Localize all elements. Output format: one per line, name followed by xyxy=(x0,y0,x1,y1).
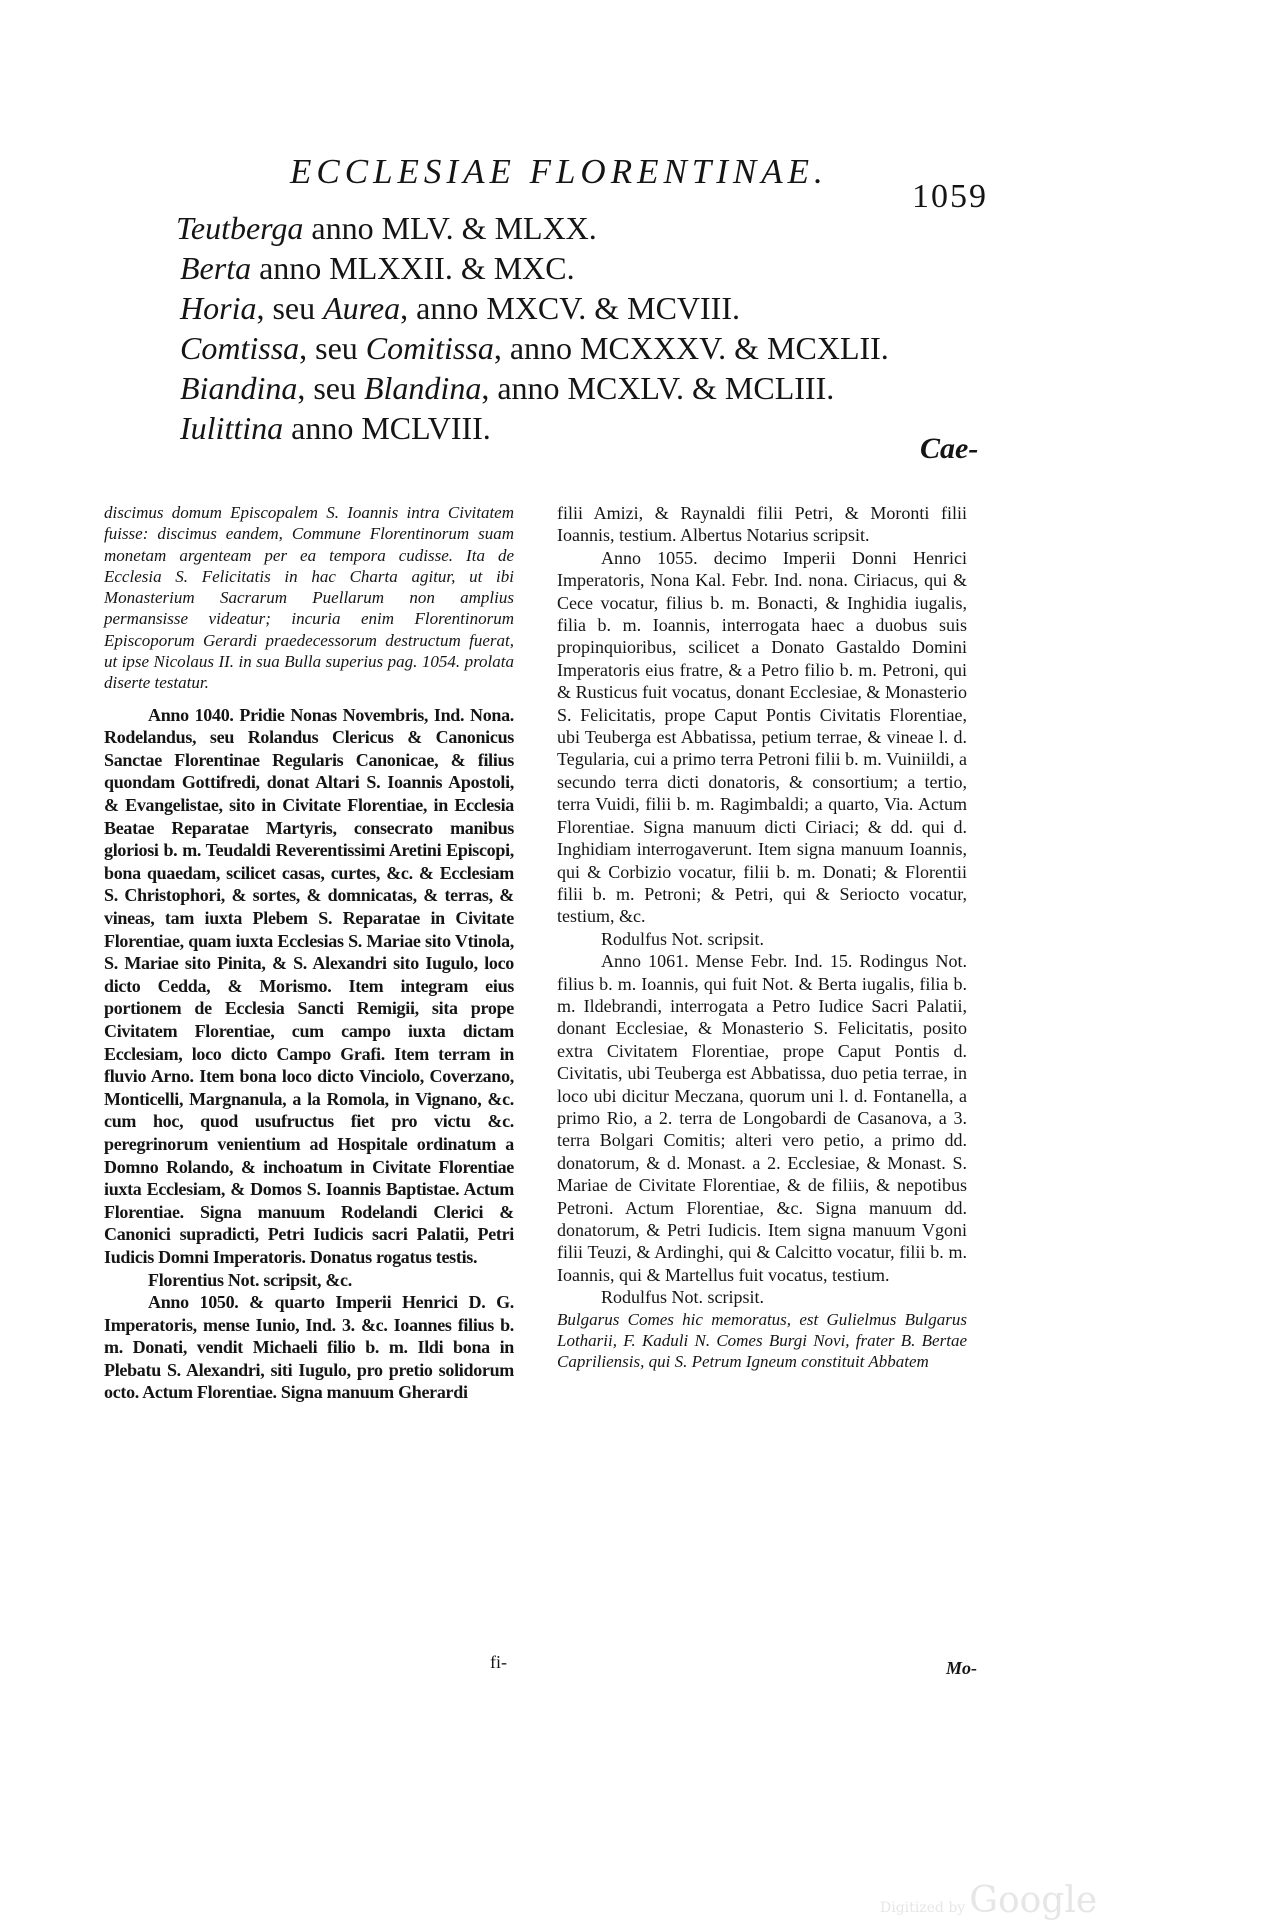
abbess-sep: , seu xyxy=(256,290,324,326)
abbess-years: anno MLV. & MLXX. xyxy=(303,210,597,246)
charter-1050: Anno 1050. & quarto Imperii Henrici D. G. Imperatoris, mense Iunio, Ind. 3. &c. Ioannes filius b. m. Donati, vendit Michaeli filio b. m. Ildi bona in Plebatu S. Alexandri, siti Iugulo, pro pretio solidorum octo. Actum Florentiae. Signa manuum Gherardi xyxy=(104,1292,514,1403)
charter-continuation: filii Amizi, & Raynaldi filii Petri, & Moronti filii Ioannis, testium. Albertus Notarius scripsit. xyxy=(557,503,967,546)
catchword-top: Cae- xyxy=(920,432,979,465)
abbess-alt-name: Blandina xyxy=(363,370,482,406)
abbess-name: Iulittina xyxy=(180,410,284,446)
abbess-entry xyxy=(176,248,976,288)
abbess-alt-name: Aurea xyxy=(323,290,401,326)
digitized-watermark xyxy=(880,1880,1097,1921)
abbess-name: Teutberga xyxy=(176,210,304,246)
abbess-name: Berta xyxy=(180,250,252,286)
abbess-list xyxy=(176,208,976,448)
page-number: 1059 xyxy=(912,178,988,215)
running-head: ECCLESIAE FLORENTINAE. xyxy=(290,152,828,191)
notary-signature: Florentius Not. scripsit, &c. xyxy=(148,1269,352,1290)
abbess-entry xyxy=(176,288,976,328)
abbess-entry xyxy=(176,368,976,408)
catchword-left: fi- xyxy=(490,1652,507,1672)
watermark-logo: Google xyxy=(969,1880,1098,1921)
abbess-sep: , seu xyxy=(297,370,364,406)
charter-1040: Anno 1040. Pridie Nonas Novembris, Ind. Nona. Rodelandus, seu Rolandus Clericus & Canonicus Sanctae Florentinae Regularis Canonicae, & filius quondam Gottifredi, donat Altari S. Ioannis Apostoli, & Evangelistae, sito in Civitate Florentiae, in Ecclesia Beatae Reparatae Martyris, consecrato manibus gloriosi b. m. Teudaldi Reverentissimi Aretini Episcopi, bona quaedam, scilicet casas, curtes, &c. & Ecclesiam S. Christophori, & sortes, & domnicatas, & terras, & vineas, tam iuxta Plebem S. Reparatae in Civitate Florentiae, quam iuxta Ecclesias S. Mariae sito Vtinola, S. Mariae sito Pinita, & S. Alexandri sito Iugulo, loco dicto Cedda, & Morismo. Item integram eius portionem de Ecclesia Sancti Remigii, sita prope Civitatem Florentiae, cum campo iuxta dictam Ecclesiam, loco dicto Campo Grafi. Item terram in fluvio Arno. Item bona loco dicto Vinciolo, Coverzano, Monticelli, Margnanula, a la Romola, in Vignano, &c. cum hoc, quod usufructus fiet pro victu &c. peregrinorum venientium ad Hospitale ordinatum a Domno Rolando, & inchoatum in Civitate Florentiae iuxta Ecclesiam, & Domos S. Ioannis Baptistae. Actum Florentiae. Signa manuum Rodelandi Clerici & Canonici supradicti, Petri Iudicis sacri Palatii, Petri Iudicis Domni Imperatoris. Donatus rogatus testis. xyxy=(104,704,514,1267)
abbess-years: , anno MCXLV. & MCLIII. xyxy=(481,370,835,406)
abbess-years: anno MLXXII. & MXC. xyxy=(251,250,575,286)
charter-1061: Anno 1061. Mense Febr. Ind. 15. Rodingus Not. filius b. m. Ioannis, qui fuit Not. & Berta iugalis, filia b. m. Ildebrandi, interrogata a Petro Iudice Sacri Palatii, donant Ecclesiae, & Monasterio S. Felicitatis, posito extra Civitatem Florentiae, prope Caput Pontis d. Civitatis, ubi Teuberga est Abbatissa, duo petia terrae, in loco ubi dicitur Meczana, quorum uni l. d. Fontanella, a primo Rio, a 2. terra de Longobardi de Casanova, a 3. terra Bolgari Comitis; alteri vero petio, a primo dd. donatorum, & d. Monast. a 2. Ecclesiae, & Monast. S. Mariae de Civitate Florentiae, & de filiis, & nepotibus Petroni. Actum Florentiae, &c. Signa manuum dd. donatorum, & Petri Iudicis. Item signa manuum Vgoni filii Teuzi, & Ardinghi, qui & Calcitto vocatur, filii b. m. Ioannis, qui & Martellus fuit vocatus, testium. xyxy=(557,951,967,1285)
abbess-sep: , seu xyxy=(299,330,366,366)
abbess-name: Biandina xyxy=(180,370,298,406)
charter-1055: Anno 1055. decimo Imperii Donni Henrici Imperatoris, Nona Kal. Febr. Ind. nona. Ciriacus, qui & Cece vocatur, filius b. m. Bonacti, & Inghidia iugalis, filia b. m. Ioannis, interrogata haec a duobus suis propinquioribus, scilicet a Donato Gastaldo Domini Imperatoris eius fratre, & a Petro filio b. m. Petroni, qui & Rusticus fuit vocatus, donant Ecclesiae, & Monasterio S. Felicitatis, prope Caput Pontis Civitatis Florentiae, ubi Teuberga est Abbatissa, petium terrae, & vineae l. d. Tegularia, cui a primo terra Petroni filii b. m. Vuiniildi, a secundo terra dicti donatoris, & consortium; a tertio, terra Vuidi, filii b. m. Ragimbaldi; a quarto, Via. Actum Florentiae. Signa manuum dicti Ciriaci; & dd. qui d. Inghidiam interrogaverunt. Item signa manuum Ioannis, qui & Corbizio vocatur, filii b. m. Donati; & Florentii filii b. m. Petroni; & Petri, qui & Seriocto vocatur, testium, &c. xyxy=(557,547,967,927)
abbess-name: Comtissa xyxy=(180,330,300,366)
abbess-years: , anno MXCV. & MCVIII. xyxy=(400,290,740,326)
footnote-left: discimus domum Episcopalem S. Ioannis intra Civitatem fuisse: discimus eandem, Commune Florentinorum suam monetam argenteam per ea tempora cudisse. Ita de Ecclesia S. Felicitatis in hac Charta agitur, ut ibi Monasterium Sacrarum Puellarum non amplius permansisse videatur; incuria enim Florentinorum Episcoporum Gerardi praedecessorum destructum fuerat, ut ipse Nicolaus II. in sua Bulla superius pag. 1054. prolata diserte testatur. xyxy=(104,503,514,693)
notary-signature: Rodulfus Not. scripsit. xyxy=(601,1287,765,1308)
notary-signature: Rodulfus Not. scripsit. xyxy=(601,928,765,949)
abbess-entry xyxy=(176,208,976,248)
left-column xyxy=(104,502,514,1404)
right-column xyxy=(557,502,967,1373)
abbess-alt-name: Comitissa xyxy=(365,330,494,366)
catchword-right: Mo- xyxy=(946,1658,977,1678)
watermark-prefix: Digitized by xyxy=(880,1900,966,1916)
abbess-name: Horia xyxy=(180,290,257,326)
abbess-years: , anno MCXXXV. & MCXLII. xyxy=(493,330,889,366)
abbess-entry xyxy=(176,328,976,368)
abbess-entry xyxy=(176,408,976,448)
abbess-years: anno MCLVIII. xyxy=(283,410,491,446)
footnote-right: Bulgarus Comes hic memoratus, est Gulielmus Bulgarus Lotharii, F. Kaduli N. Comes Burgi Novi, frater B. Bertae Capriliensis, qui S. Petrum Igneum constituit Abbatem xyxy=(557,1309,967,1372)
